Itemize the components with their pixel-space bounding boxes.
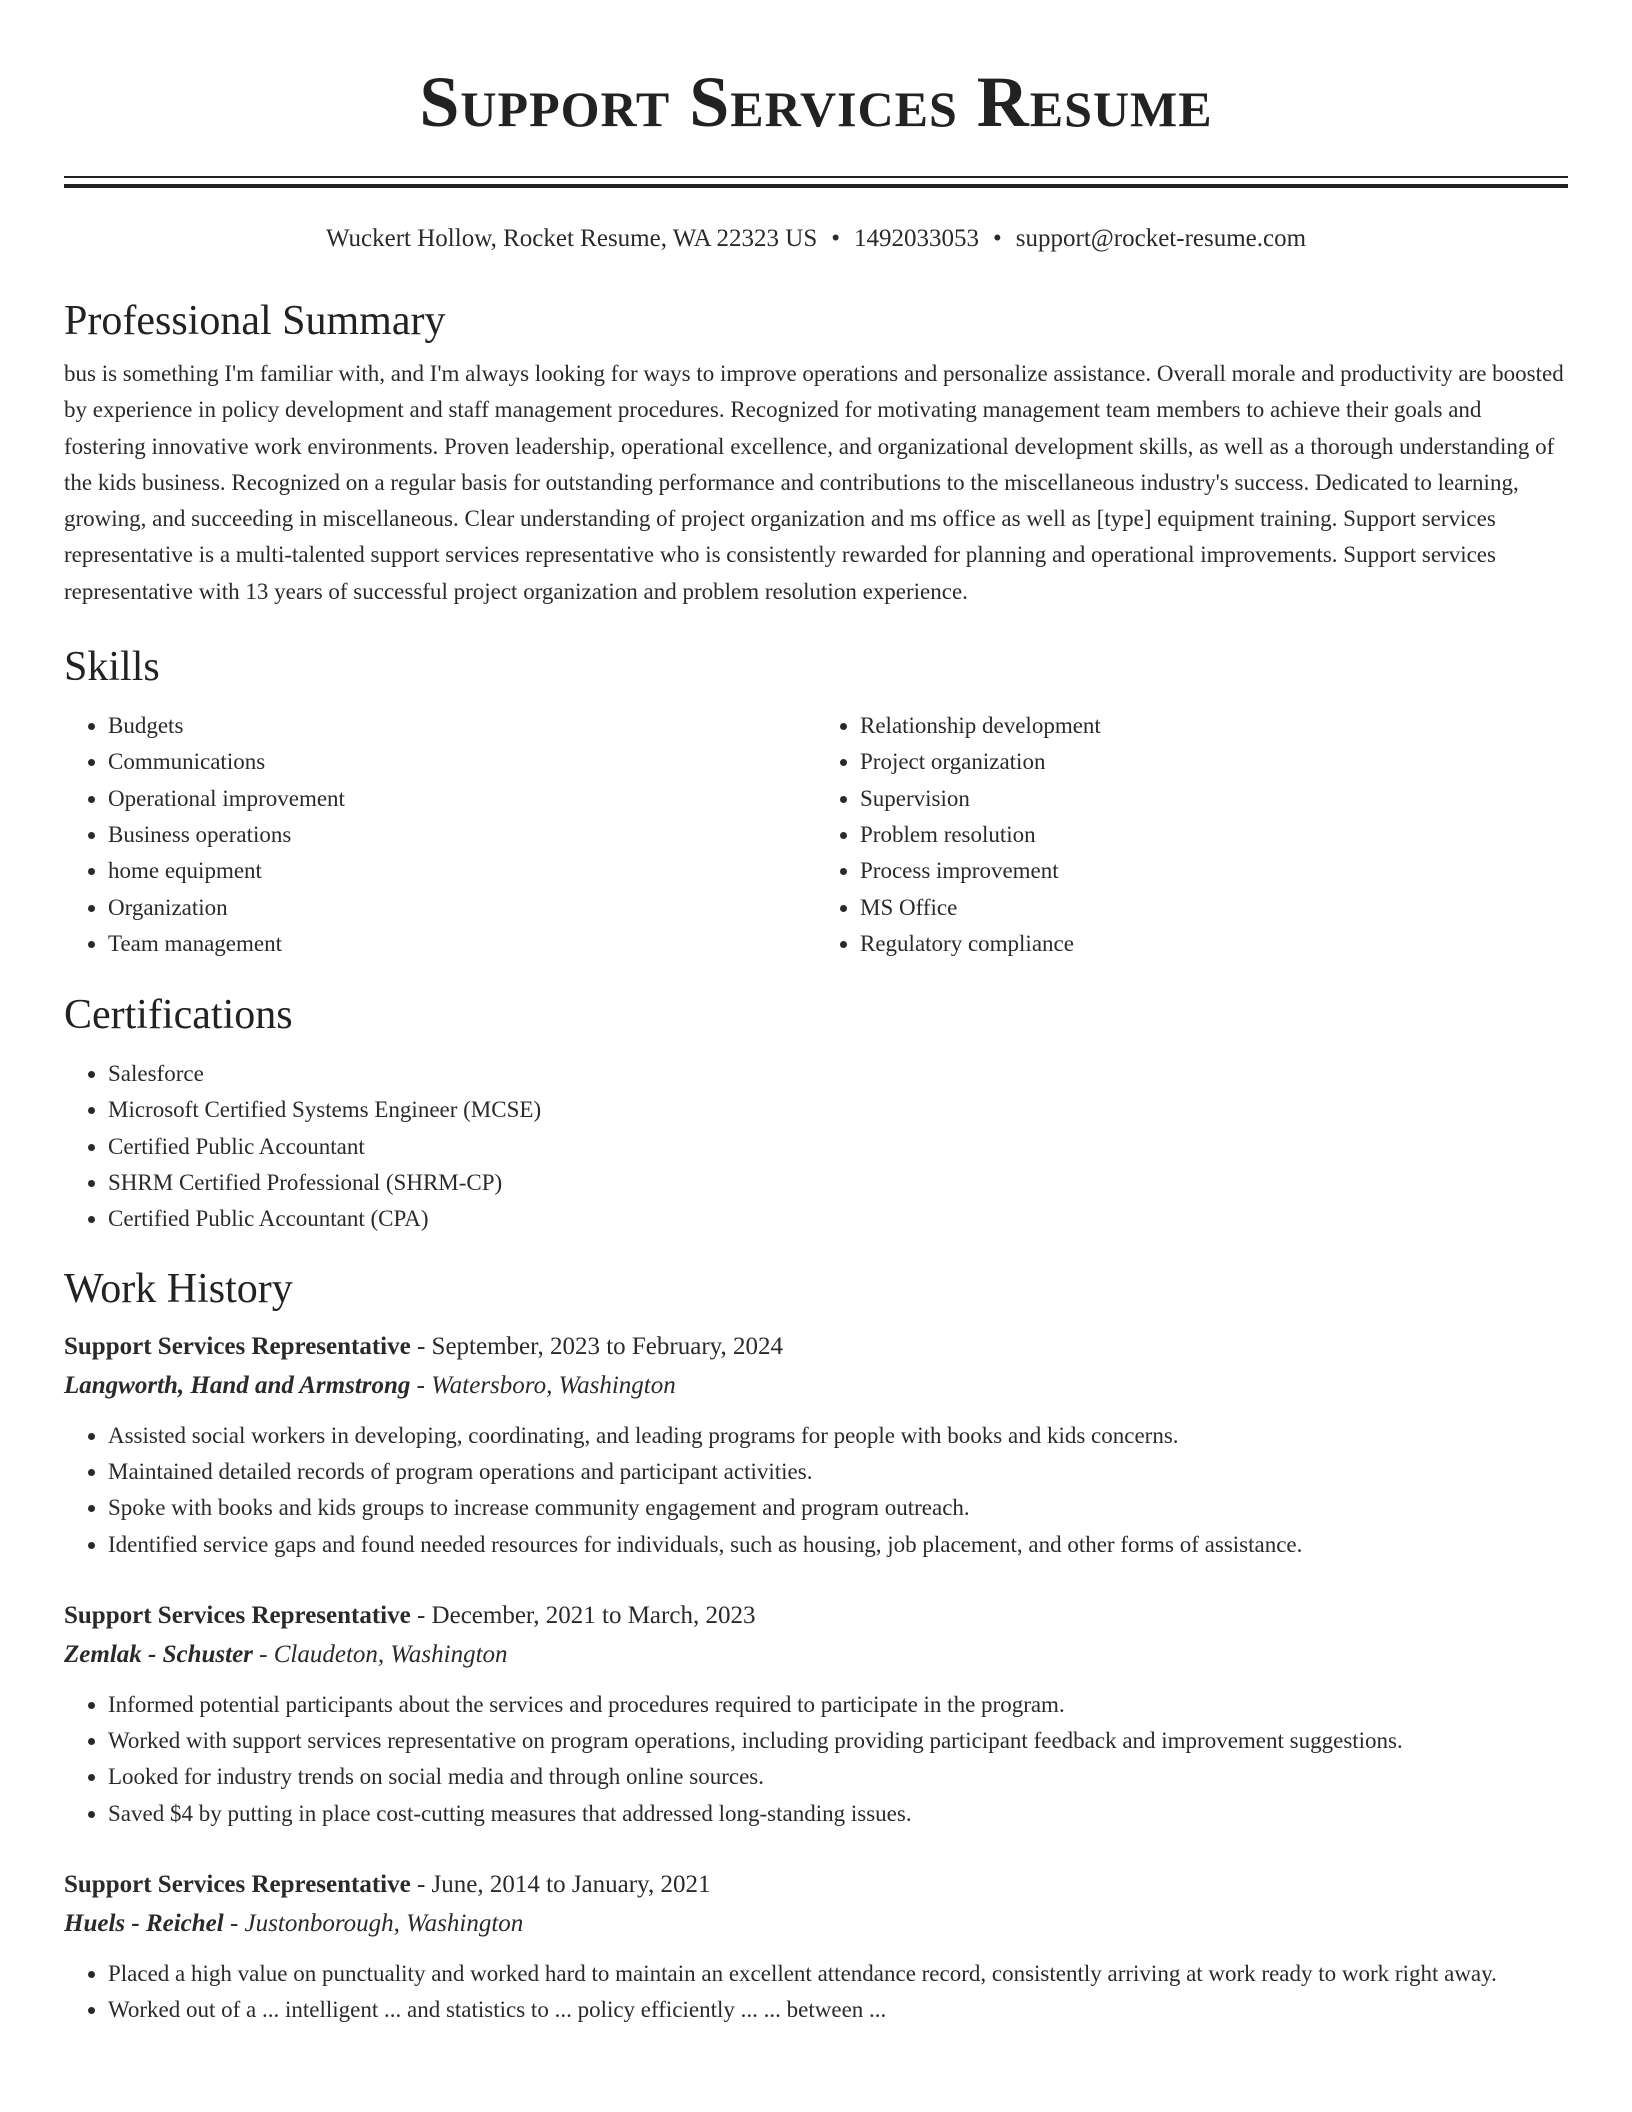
page-title: Support Services Resume — [419, 62, 1213, 142]
job-duties-list — [64, 1687, 1568, 1832]
work-history-heading: Work History — [64, 1265, 293, 1312]
job-duty: • Placed a high value on punctuality and worked hard to maintain an excellent attendance record, consistently arriving at work ready to work right away. — [108, 1956, 1568, 1992]
job-duty: • Worked with support services representative on program operations, including providing participant feedback and improvement suggestions. — [108, 1723, 1568, 1759]
job-duties-list — [64, 1418, 1568, 1563]
job-location: - Watersboro, Washington — [410, 1371, 676, 1399]
job-duty: • Worked out of a ... intelligent ... and statistics to ... policy efficiently ... ... between ... — [108, 1992, 1568, 2028]
divider-thick-line — [64, 184, 1568, 188]
job-dates: - June, 2014 to January, 2021 — [410, 1871, 711, 1899]
skills-list-left — [64, 708, 816, 962]
job-title: Support Services Representative — [64, 1601, 411, 1629]
job-duty: • Spoke with books and kids groups to increase community engagement and program outreach. — [108, 1490, 1568, 1526]
summary-section — [64, 294, 1568, 610]
skill-item: • home equipment — [108, 853, 816, 889]
certification-item: • Microsoft Certified Systems Engineer (MCSE) — [108, 1092, 1568, 1128]
skill-item: • MS Office — [860, 890, 1568, 926]
job-title: Support Services Representative — [64, 1332, 411, 1360]
skills-heading: Skills — [64, 644, 160, 691]
certification-item: • Certified Public Accountant (CPA) — [108, 1201, 1568, 1237]
skills-section — [64, 640, 1568, 962]
job-title-line — [64, 1866, 1568, 1904]
summary-text: bus is something I'm familiar with, and I'm always looking for ways to improve operations and personalize assistance. Overall morale and productivity are boosted by experience in policy development and staff management procedures. Recognized for motivating management team members to achieve their goals and fostering innovative work environments. Proven leadership, operational excellence, and organizational development skills, as well as a thorough understanding of the kids business. Recognized on a regular basis for outstanding performance and contributions to the miscellaneous industry's success. Dedicated to learning, growing, and succeeding in miscellaneous. Clear understanding of project organization and ms office as well as [type] equipment training. Support services representative is a multi-talented support services representative who is consistently rewarded for planning and operational improvements. Support services representative with 13 years of successful project organization and problem resolution experience. — [64, 361, 1564, 604]
job-dates: - December, 2021 to March, 2023 — [410, 1601, 756, 1629]
skill-item: • Business operations — [108, 817, 816, 853]
title-divider — [64, 176, 1568, 188]
job-title-line — [64, 1328, 1568, 1366]
skill-item: • Project organization — [860, 744, 1568, 780]
job-entry — [64, 1328, 1568, 1563]
job-duty: • Identified service gaps and found needed resources for individuals, such as housing, job placement, and other forms of assistance. — [108, 1527, 1568, 1563]
skill-item: • Organization — [108, 890, 816, 926]
job-title: Support Services Representative — [64, 1871, 411, 1899]
certification-item: • Salesforce — [108, 1056, 1568, 1092]
job-entry — [64, 1866, 1568, 2029]
skill-item: • Budgets — [108, 708, 816, 744]
job-company: Langworth, Hand and Armstrong — [64, 1371, 411, 1399]
skill-item: • Operational improvement — [108, 781, 816, 817]
skill-item: • Problem resolution — [860, 817, 1568, 853]
contact-line — [64, 222, 1568, 256]
job-company: Zemlak - Schuster — [64, 1640, 253, 1668]
contact-phone: 1492033053 — [854, 225, 979, 252]
skill-item: • Regulatory compliance — [860, 926, 1568, 962]
contact-separator: • — [831, 225, 840, 252]
certification-item: • SHRM Certified Professional (SHRM-CP) — [108, 1165, 1568, 1201]
job-duty: • Maintained detailed records of program operations and participant activities. — [108, 1454, 1568, 1490]
job-company-line — [64, 1366, 1568, 1406]
job-duty: • Saved $4 by putting in place cost-cutting measures that addressed long-standing issues. — [108, 1796, 1568, 1832]
job-duty: • Assisted social workers in developing, coordinating, and leading programs for people with books and kids concerns. — [108, 1418, 1568, 1454]
job-company: Huels - Reichel — [64, 1910, 224, 1938]
divider-thin-line — [64, 176, 1568, 178]
job-duty: • Informed potential participants about the services and procedures required to participate in the program. — [108, 1687, 1568, 1723]
skills-list-right — [816, 708, 1568, 962]
skill-item: • Communications — [108, 744, 816, 780]
job-duty: • Looked for industry trends on social media and through online sources. — [108, 1759, 1568, 1795]
job-location: - Claudeton, Washington — [252, 1640, 508, 1668]
job-dates: - September, 2023 to February, 2024 — [410, 1332, 784, 1360]
summary-heading: Professional Summary — [64, 298, 446, 344]
contact-separator: • — [993, 225, 1002, 252]
contact-email: support@rocket-resume.com — [1015, 225, 1307, 252]
skills-columns — [64, 708, 1568, 962]
job-entry — [64, 1597, 1568, 1832]
certifications-list — [64, 1056, 1568, 1237]
job-company-line — [64, 1904, 1568, 1944]
contact-address: Wuckert Hollow, Rocket Resume, WA 22323 US — [325, 225, 818, 252]
certifications-heading: Certifications — [64, 992, 293, 1039]
skill-item: • Team management — [108, 926, 816, 962]
skill-item: • Process improvement — [860, 853, 1568, 889]
certifications-section — [64, 988, 1568, 1237]
certification-item: • Certified Public Accountant — [108, 1129, 1568, 1165]
work-history-section — [64, 1262, 1568, 2029]
job-title-line — [64, 1597, 1568, 1635]
job-duties-list — [64, 1956, 1568, 2029]
skill-item: • Relationship development — [860, 708, 1568, 744]
skill-item: • Supervision — [860, 781, 1568, 817]
job-location: - Justonborough, Washington — [223, 1910, 524, 1938]
job-company-line — [64, 1635, 1568, 1675]
